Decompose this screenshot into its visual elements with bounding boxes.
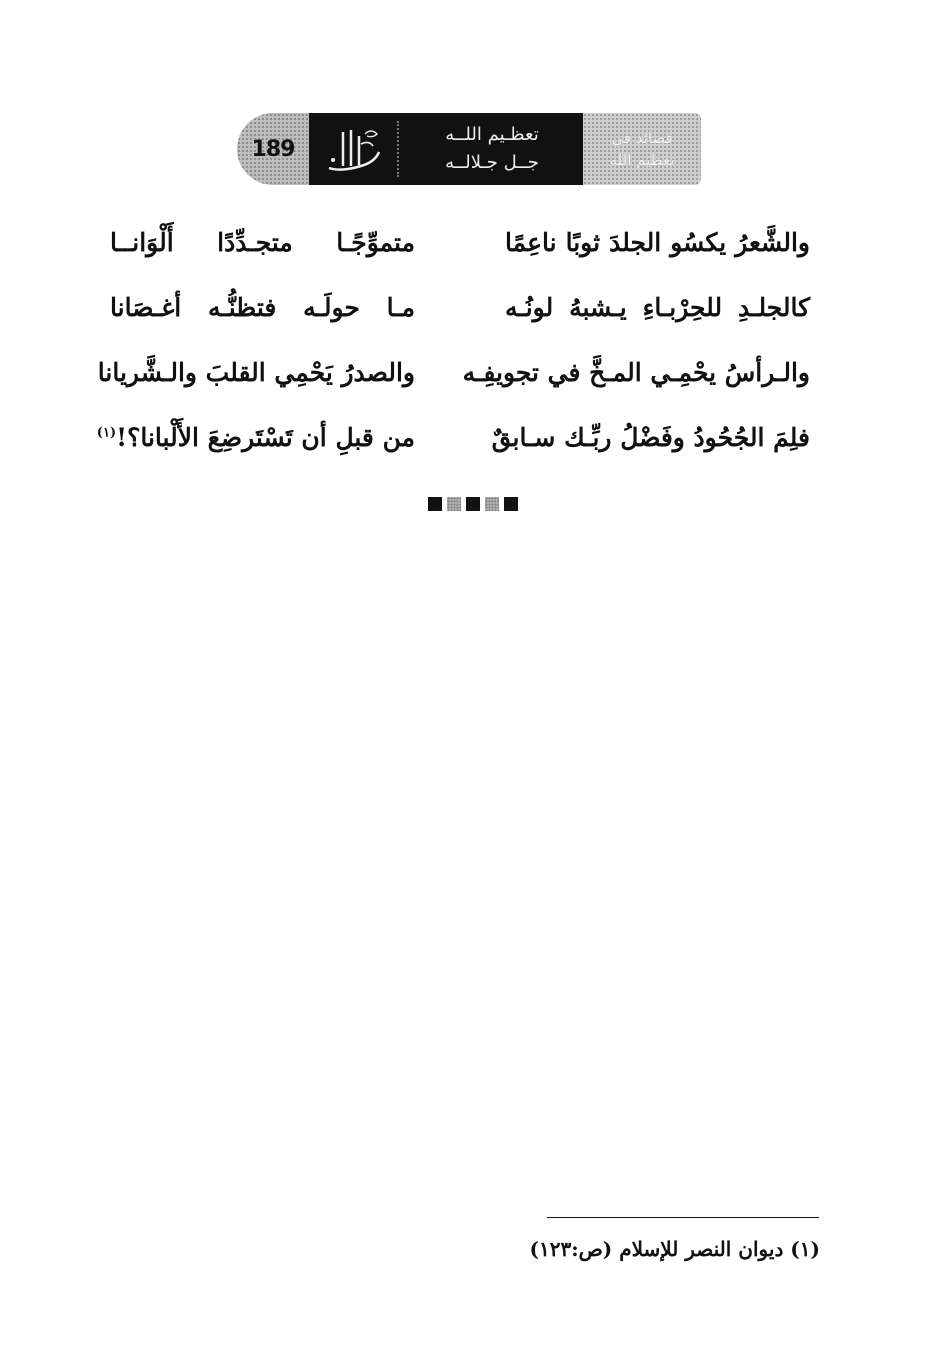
verse-second-hemistich: والصدرُ يَحْمِي القلبَ والـشَّريانا [97,358,415,387]
page-number-badge [237,113,309,185]
allah-calligraphy-icon [309,113,397,185]
book-title-badge [583,113,701,185]
verse-first-hemistich: كالجلـدِ للحِرْبـاءِ يـشبهُ لونُـه [505,293,810,322]
page-header [237,113,701,185]
header-title-line2: جــل جـلالــه [445,152,539,173]
poem [96,210,810,470]
separator-square [447,497,461,511]
verse-second-hemistich: متموِّجًـا متجـدِّدًا أَلْوَانــا [110,228,415,257]
verse [110,275,810,340]
verse [97,340,810,405]
separator-square [485,497,499,511]
verse-second-hemistich: مـا حولَـه فتظنُّـه أغـصَانا [110,293,415,322]
hemistich-text: من قبلِ أن تَسْتَرضِعَ الأَلْبانا؟! [116,423,415,452]
separator-square [504,497,518,511]
verse-first-hemistich: والـرأسُ يحْمِـي المـخَّ في تجويفِـه [462,358,810,387]
header-title-line1: تعظـيم اللــه [445,124,539,145]
book-title-line2: تعظيم الله [609,151,675,169]
header-title-band [309,113,583,185]
footnote: (١) ديوان النصر للإسلام (ص:١٢٣) [529,1237,820,1261]
verse-first-hemistich: فلِمَ الجُحُودُ وفَضْلُ ربِّـك سـابقٌ [491,423,810,452]
verse [110,210,810,275]
header-title [401,121,583,177]
verse-second-hemistich [96,423,415,452]
book-title-line1: قصائد في [611,129,673,147]
verse-first-hemistich: والشَّعرُ يكسُو الجلدَ ثوبًا ناعِمًا [505,228,810,257]
separator-square [428,497,442,511]
page-number: 189 [251,136,295,162]
footnote-marker: (١) [96,425,117,441]
verse [96,405,810,470]
section-separator [428,497,518,511]
footnote-rule [547,1217,819,1218]
separator-square [466,497,480,511]
